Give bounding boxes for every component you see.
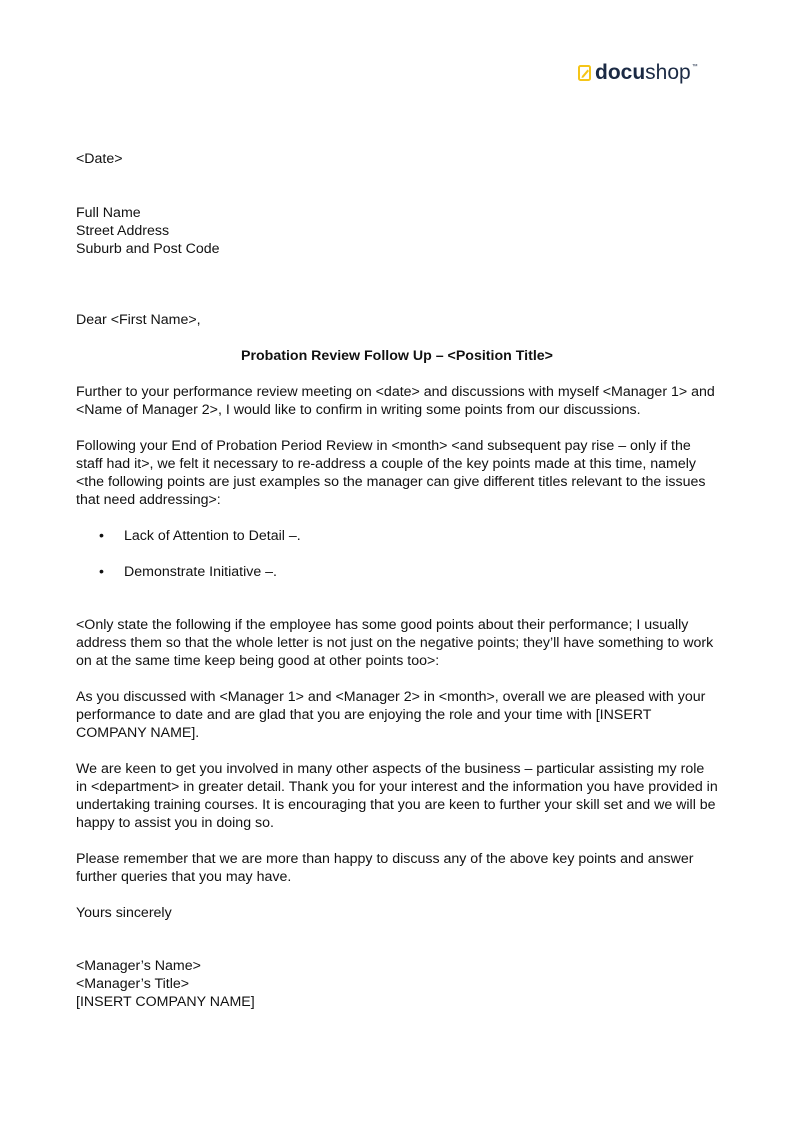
logo-trademark: ™ — [691, 64, 698, 70]
paragraph: <Only state the following if the employee has some good points about their performance; I usually address them so that the whole letter is not just on the negative points; they’ll have something to work on at the same time keep being good at other points too>: — [76, 617, 714, 669]
paragraph: As you discussed with <Manager 1> and <Manager 2> in <month>, overall we are pleased with your performance to date and are glad that you are enjoying the role and your time with [INSERT COMPANY NAME]. — [76, 689, 706, 741]
logo-brand-regular: shop — [645, 61, 691, 84]
list-item: • Lack of Attention to Detail –. — [76, 527, 718, 545]
letter-date: <Date> — [76, 151, 123, 167]
address-line: Suburb and Post Code — [76, 241, 220, 257]
closing: Yours sincerely — [76, 905, 172, 921]
paragraph: Further to your performance review meeting on <date> and discussions with myself <Manager 1> and <Name of Manager 2>, I would like to confirm in writing some points from our discussions. — [76, 384, 715, 418]
recipient-address — [76, 204, 718, 258]
signature-line: [INSERT COMPANY NAME] — [76, 994, 255, 1010]
address-line: Street Address — [76, 223, 170, 239]
paragraph: Following your End of Probation Period Review in <month> <and subsequent pay rise – only if the staff had it>, we felt it necessary to re-address a couple of the key points made at this time, namely <the following points are just examples so the manager can give different titles relevant to the issues that need addressing>: — [76, 438, 706, 508]
spacer — [76, 599, 718, 616]
document-pencil-icon — [578, 65, 592, 81]
logo-brand-bold: docu — [595, 61, 646, 84]
salutation: Dear <First Name>, — [76, 312, 201, 328]
key-points-list — [76, 527, 718, 581]
letter-subject: Probation Review Follow Up – <Position Title> — [241, 348, 553, 364]
list-item: • Demonstrate Initiative –. — [76, 563, 718, 581]
paragraph: Please remember that we are more than happy to discuss any of the above key points and answer further queries that you may have. — [76, 851, 694, 885]
docushop-logo — [578, 60, 698, 86]
signature-line: <Manager’s Title> — [76, 976, 190, 992]
address-line: Full Name — [76, 205, 141, 221]
paragraph: We are keen to get you involved in many other aspects of the business – particular assisting my role in <department> in greater detail. Thank you for your interest and the information you have provided in undertaking training courses. It is encouraging that you are keen to further your skill set and we will be happy to assist you in doing so. — [76, 761, 718, 831]
signature-block — [76, 957, 718, 1011]
signature-line: <Manager’s Name> — [76, 958, 201, 974]
letter-body — [76, 150, 718, 1011]
